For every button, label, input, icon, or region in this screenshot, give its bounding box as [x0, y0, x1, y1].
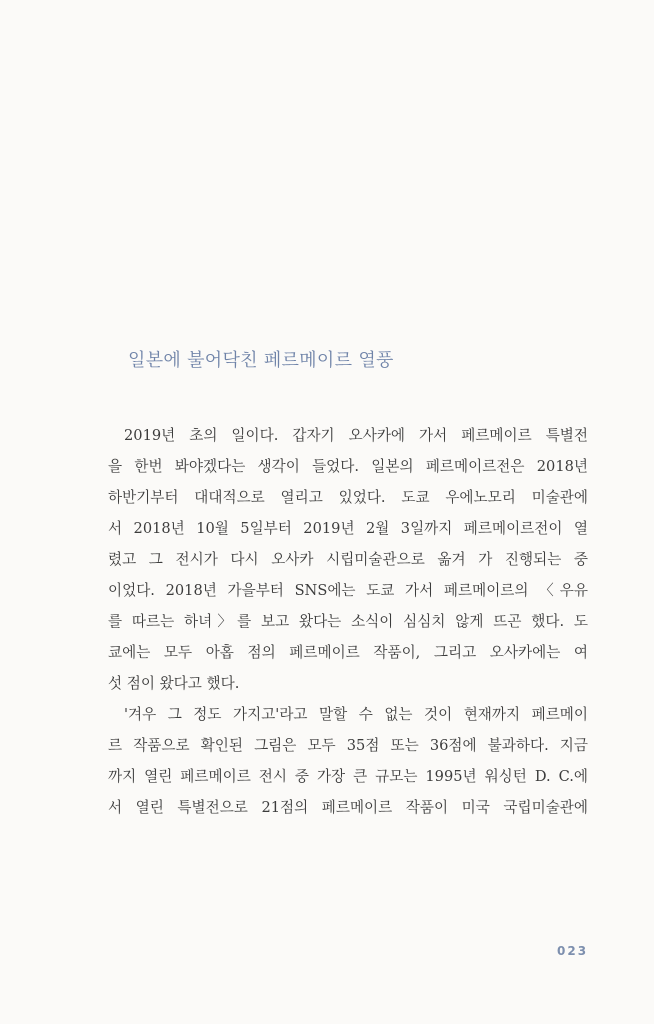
- text-line: 서 2018년 10월 5일부터 2019년 2월 3일까지 페르메이르전이 열: [108, 520, 588, 537]
- text-line: 까지 열린 페르메이르 전시 중 가장 큰 규모는 1995년 워싱턴 D. C.에: [108, 768, 588, 785]
- text-line: 서 열린 특별전으로 21점의 페르메이르 작품이 미국 국립미술관에: [108, 799, 588, 816]
- text-line: 르 작품으로 확인된 그림은 모두 35점 또는 36점에 불과하다. 지금: [108, 737, 588, 754]
- page-number: 023: [557, 944, 589, 958]
- text-line: 하반기부터 대대적으로 열리고 있었다. 도쿄 우에노모리 미술관에: [108, 489, 588, 506]
- paragraph-2: [108, 699, 588, 823]
- section-title: 일본에 불어닥친 페르메이르 열풍: [128, 350, 394, 371]
- paragraph-1: [108, 420, 588, 699]
- text-line: 을 한번 봐야겠다는 생각이 들었다. 일본의 페르메이르전은 2018년: [108, 458, 588, 475]
- text-line: 섯 점이 왔다고 했다.: [108, 675, 240, 692]
- text-line: 렸고 그 전시가 다시 오사카 시립미술관으로 옮겨 가 진행되는 중: [108, 551, 588, 568]
- text-line: 를 따르는 하녀〉를 보고 왔다는 소식이 심심치 않게 뜨곤 했다. 도: [108, 613, 588, 630]
- text-line: 이었다. 2018년 가을부터 SNS에는 도쿄 가서 페르메이르의 〈우유: [108, 582, 588, 599]
- text-line: 2019년 초의 일이다. 갑자기 오사카에 가서 페르메이르 특별전: [124, 427, 588, 444]
- text-line: '겨우 그 정도 가지고'라고 말할 수 없는 것이 현재까지 페르메이: [124, 706, 588, 723]
- text-line: 쿄에는 모두 아홉 점의 페르메이르 작품이, 그리고 오사카에는 여: [108, 644, 588, 661]
- body-text: [108, 420, 588, 823]
